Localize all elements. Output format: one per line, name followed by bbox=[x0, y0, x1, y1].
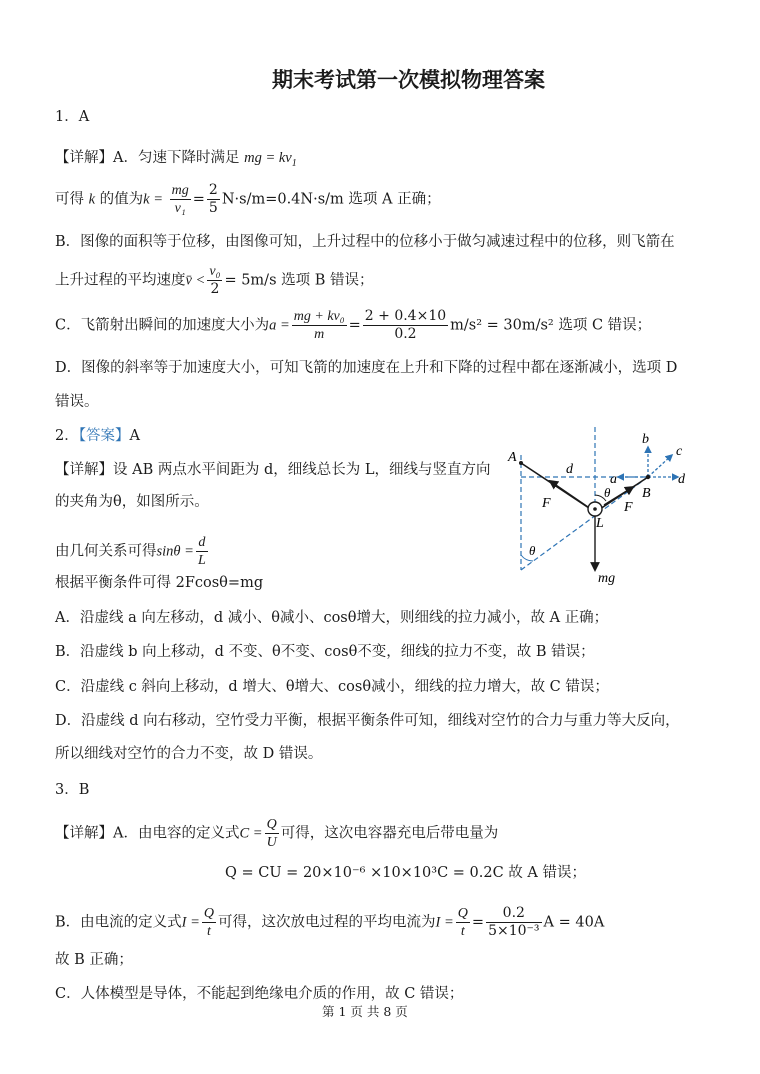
q2-geo-pre: 由几何关系可得 bbox=[55, 543, 157, 560]
q1-c-eq: a = bbox=[269, 317, 290, 334]
label-b: b bbox=[642, 432, 649, 447]
q3-b-frac1: $\frac{Q}{t}$ bbox=[203, 906, 215, 939]
q2-option-b: B．沿虚线 b 向上移动，d 不变、θ不变、cosθ不变，细线的拉力不变，故 B 错误； bbox=[55, 644, 595, 660]
q3-b-eq: I = bbox=[181, 914, 200, 931]
q3-b-frac2: $\frac{Q}{t}$ bbox=[457, 906, 468, 939]
q1-k-tail: N·s/m=0.4N·s/m 选项 A 正确； bbox=[221, 191, 441, 208]
q1-option-d-line2: 错误。 bbox=[55, 394, 99, 410]
label-mg: mg bbox=[598, 571, 616, 586]
page-title: 期末考试第一次模拟物理答案 bbox=[272, 68, 545, 92]
label-a: a bbox=[610, 472, 617, 487]
q3-b-tail: A = 40A bbox=[543, 914, 605, 931]
q1-k-var: k bbox=[88, 191, 96, 208]
q2-balance: 根据平衡条件可得 2Fcosθ=mg bbox=[55, 575, 264, 591]
q2-detail-line2: 的夹角为θ，如图所示。 bbox=[55, 494, 209, 510]
detail-tag: 【详解】 bbox=[55, 150, 113, 166]
label-A: A bbox=[508, 450, 517, 465]
q1-option-d-line1: D．图像的斜率等于加速度大小，可知飞箭的加速度在上升和下降的过程中都在逐渐减小，选项 D bbox=[55, 360, 678, 376]
q1-c-frac2: $\frac{2 + 0.4\times 10}{0.2}$ bbox=[364, 308, 447, 342]
q3-heading: 3．B bbox=[55, 782, 90, 798]
q2-diagram bbox=[500, 425, 710, 590]
q1-k-prefix: 可得 bbox=[55, 191, 84, 208]
q3-option-b bbox=[55, 905, 604, 940]
q3-a-formula: Q = CU = 20×10⁻⁶ ×10×10³C = 0.2C 故 A 错误； bbox=[225, 865, 586, 881]
q3-b-eq2: I = bbox=[435, 914, 454, 931]
label-B: B bbox=[642, 486, 651, 501]
q2-geo-frac: $\frac{d}{L}$ bbox=[197, 535, 206, 568]
q1-b-frac: $\frac{\text{v₀}}{2}$ bbox=[209, 264, 221, 297]
q2-line1-text: 设 AB 两点水平间距为 d，细线总长为 L，细线与竖直方向 bbox=[113, 462, 491, 478]
q2-heading bbox=[55, 426, 140, 446]
point-a bbox=[519, 461, 523, 465]
label-F-left: F bbox=[542, 496, 551, 511]
q1-option-c: C．飞箭射出瞬间的加速度大小为a = $\frac{\text{mg + kv₀}}{m}$ = $\frac{2 + 0.4\times 10}{0.2}$ m/s² = 30m/s² 选项 C 错误； bbox=[55, 308, 652, 342]
label-L: L bbox=[596, 516, 604, 531]
q1-k-mid: 的值为 bbox=[99, 191, 144, 208]
q1-heading: 1．A bbox=[55, 109, 90, 125]
label-F-right: F bbox=[624, 500, 633, 515]
pulley-center bbox=[593, 507, 597, 511]
q3-b-line2: 故 B 正确； bbox=[55, 952, 133, 968]
q2-option-d-line1: D．沿虚线 d 向右移动，空竹受力平衡，根据平衡条件可知，细线对空竹的合力与重力等大反向， bbox=[55, 713, 680, 729]
label-d: d bbox=[566, 462, 573, 477]
force-arrow-left bbox=[550, 481, 588, 507]
q1-option-b-line2 bbox=[55, 263, 374, 298]
q3-b-pre: B．由电流的定义式 bbox=[55, 914, 182, 931]
q1-option-b-line1: B．图像的面积等于位移，由图像可知，上升过程中的位移小于做匀减速过程中的位移，则飞箭在 bbox=[55, 234, 675, 250]
q3-a-pre: A．由电容的定义式 bbox=[113, 825, 240, 842]
q2-answer: A bbox=[129, 428, 140, 444]
q2-option-a: A．沿虚线 a 向左移动，d 减小、θ减小、cosθ增大，则细线的拉力减小，故 A 正确； bbox=[55, 610, 609, 626]
q1-k-eq: k = bbox=[143, 191, 164, 208]
q2-geometry bbox=[55, 534, 210, 569]
q1-option-a bbox=[55, 148, 297, 174]
q1-b-tail: = 5m/s 选项 B 错误； bbox=[224, 272, 374, 289]
q3-option-c: C．人体模型是导体，不能起到绝缘电介质的作用，故 C 错误； bbox=[55, 986, 464, 1002]
q1-a-formula: mg = kv bbox=[244, 150, 292, 166]
q3-option-a bbox=[55, 816, 498, 851]
page-footer: 第 1 页 共 8 页 bbox=[322, 1004, 408, 1019]
point-b bbox=[646, 475, 650, 479]
q1-b-pre: 上升过程的平均速度 bbox=[55, 272, 186, 289]
q1-k-frac1: $\frac{mg}{\text{v₁}}$ bbox=[171, 183, 189, 216]
q1-a-text: A．匀速下降时满足 bbox=[113, 150, 240, 166]
label-theta-bottom: θ bbox=[529, 543, 536, 558]
q2-option-c: C．沿虚线 c 斜向上移动，d 增大、θ增大、cosθ减小，细线的拉力增大，故 C 错误； bbox=[55, 679, 609, 695]
q3-b-mid: 可得，这次放电过程的平均电流为 bbox=[218, 914, 436, 931]
q3-b-frac3: $\frac{0.2}{\text{5×10⁻³}}$ bbox=[488, 905, 540, 939]
detail-tag: 【详解】 bbox=[55, 462, 113, 478]
q3-a-frac: $\frac{Q}{U}$ bbox=[266, 817, 277, 850]
q3-a-eq: C = bbox=[239, 825, 263, 842]
label-c: c bbox=[676, 444, 683, 459]
q2-geo-sin: sinθ = bbox=[156, 543, 194, 560]
q2-detail-line1 bbox=[55, 460, 490, 480]
q1-b-vbar: v̄ < bbox=[185, 272, 206, 289]
q2-option-d-line2: 所以细线对空竹的合力不变，故 D 错误。 bbox=[55, 746, 323, 762]
answer-tag: 【答案】 bbox=[78, 428, 130, 444]
q3-b-eq3: = bbox=[471, 914, 485, 931]
q3-a-tail: 可得，这次电容器充电后带电量为 bbox=[280, 825, 499, 842]
q1-c-tail: m/s² = 30m/s² 选项 C 错误； bbox=[450, 317, 652, 334]
q1-k-frac2: $\frac{2}{5}$ bbox=[208, 182, 218, 216]
q2-num: 2． bbox=[55, 428, 79, 444]
q1-k-line: 可得 k 的值为k = $\frac{mg}{\text{v₁}}$ = $\frac{2}{5}$ N·s/m=0.4N·s/m 选项 A 正确； bbox=[55, 182, 441, 216]
label-d-right: d bbox=[678, 472, 685, 487]
q1-a-formula-sub: 1 bbox=[291, 157, 297, 169]
label-theta-top: θ bbox=[604, 485, 611, 500]
move-arrow-c bbox=[648, 455, 672, 477]
q1-c-frac1: $\frac{\text{mg + kv₀}}{m}$ bbox=[293, 309, 345, 342]
q1-c-pre: C．飞箭射出瞬间的加速度大小为 bbox=[55, 317, 270, 334]
detail-tag: 【详解】 bbox=[55, 825, 113, 842]
dashed-diagonal bbox=[521, 477, 648, 570]
